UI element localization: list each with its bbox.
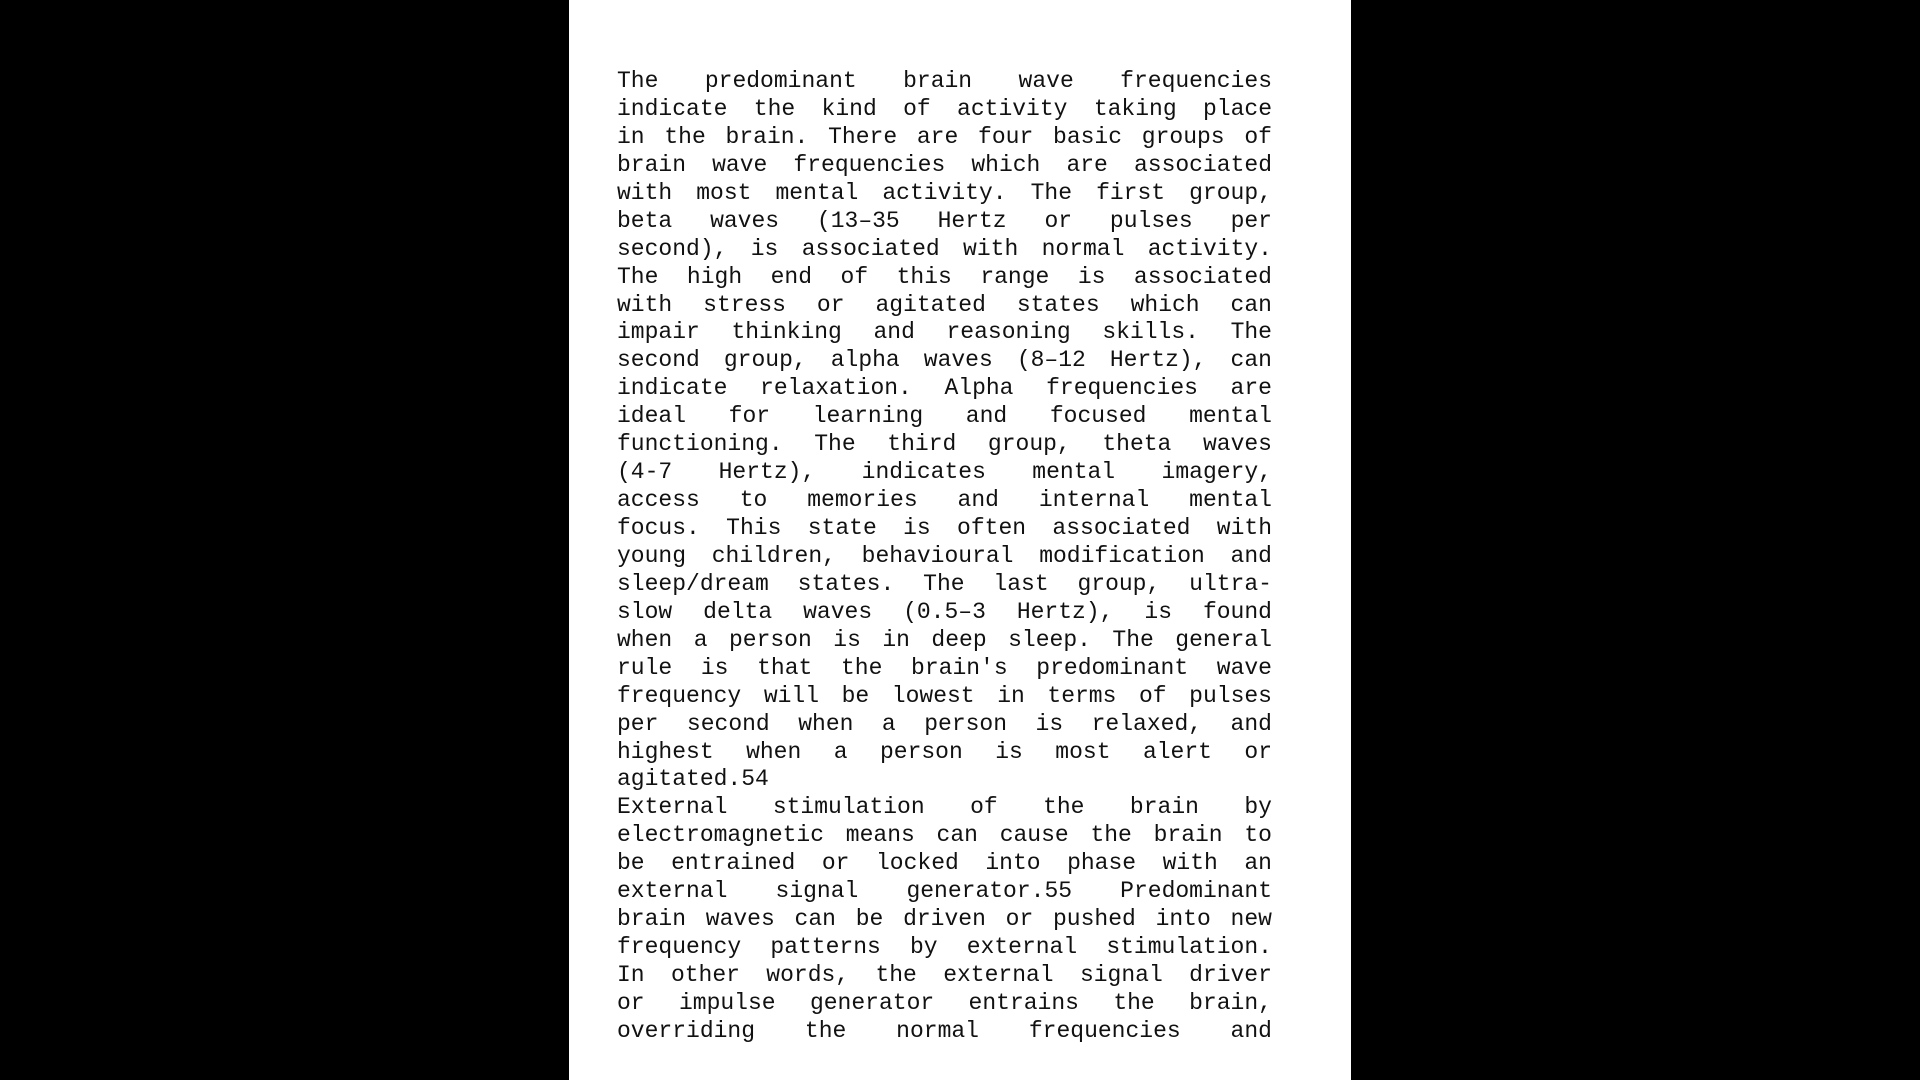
text-line — [617, 459, 1272, 487]
text-line — [617, 152, 1272, 180]
word: of — [840, 263, 869, 290]
word: electromagnetic — [617, 822, 825, 849]
word: sleep. — [1008, 626, 1091, 653]
word: imagery, — [1161, 459, 1272, 486]
word: second — [686, 710, 770, 737]
word: of — [1138, 682, 1167, 709]
word: person — [924, 710, 1008, 737]
word: wave — [1216, 654, 1272, 681]
text-line — [617, 878, 1272, 906]
word: first — [1096, 179, 1166, 206]
word: impulse — [678, 989, 776, 1016]
word: patterns — [770, 934, 881, 961]
word: with — [617, 291, 673, 318]
text-line — [617, 739, 1272, 767]
word: behavioural — [861, 542, 1014, 569]
text-line — [617, 599, 1272, 627]
word: range — [980, 263, 1050, 290]
word: relaxed, — [1091, 710, 1203, 737]
word: in — [882, 626, 910, 653]
word: Hertz), — [1016, 598, 1114, 625]
word: frequency — [617, 934, 742, 961]
word: to — [739, 487, 768, 514]
word: in — [997, 682, 1025, 709]
word: often — [957, 515, 1027, 541]
word: be — [841, 682, 870, 709]
word: associated — [1133, 263, 1272, 290]
word: brain — [617, 151, 687, 178]
word: most — [1055, 738, 1111, 765]
word: (13–35 — [816, 207, 900, 234]
word: Hertz), — [718, 459, 816, 486]
word: frequencies — [1120, 68, 1272, 94]
word: which — [1130, 291, 1200, 318]
word: kind — [821, 95, 877, 122]
word: theta — [1102, 431, 1172, 458]
word: pushed — [1053, 906, 1136, 933]
word: can — [1230, 291, 1272, 318]
word: groups — [1141, 123, 1225, 150]
word: In — [617, 962, 645, 988]
word: The — [814, 431, 856, 458]
word: brain — [1153, 822, 1223, 849]
word: external — [943, 962, 1054, 988]
word: for — [728, 403, 771, 430]
word: when — [798, 710, 854, 737]
word: third — [887, 431, 957, 458]
word: frequency — [617, 682, 742, 709]
word: predominant — [704, 68, 857, 94]
text-line — [617, 208, 1272, 236]
word: wave — [1018, 68, 1074, 94]
word: group, — [1189, 179, 1272, 206]
word: agitated — [875, 291, 986, 318]
word: into — [1155, 906, 1211, 933]
word: per — [617, 710, 659, 737]
text-line — [617, 711, 1272, 739]
word: with — [1216, 515, 1272, 541]
word: brain — [617, 906, 687, 933]
word: external — [617, 878, 728, 905]
word: stimulation — [772, 794, 925, 821]
word: with — [617, 179, 673, 206]
word: state — [807, 515, 877, 541]
word: in — [617, 123, 645, 150]
word: second), — [617, 235, 728, 262]
word: an — [1244, 850, 1272, 877]
word: brain — [903, 68, 973, 94]
word: highest — [617, 738, 714, 765]
word: The — [617, 68, 659, 94]
word: modification — [1039, 542, 1205, 569]
word: External — [617, 794, 728, 821]
text-line — [617, 180, 1272, 208]
word: This — [726, 515, 782, 541]
word: that — [757, 654, 813, 681]
word: or — [1044, 207, 1073, 234]
word: is — [1144, 598, 1172, 625]
word: when — [746, 738, 802, 765]
word: will — [763, 682, 820, 709]
text-line — [617, 68, 1272, 96]
word: activity — [957, 95, 1068, 122]
word: reasoning — [946, 319, 1071, 346]
word: words, — [766, 962, 850, 988]
word: Predominant — [1120, 878, 1272, 905]
word: can — [936, 822, 978, 849]
word: the — [840, 654, 883, 681]
document-page — [569, 0, 1351, 1080]
word: is — [1035, 710, 1064, 737]
word: are — [916, 123, 959, 150]
word: brain's — [911, 654, 1008, 681]
word: access — [617, 487, 700, 514]
word: pulses — [1189, 682, 1272, 709]
word: deep — [931, 626, 987, 653]
text-line — [617, 264, 1272, 292]
word: phase — [1067, 850, 1137, 877]
word: associated — [1052, 515, 1191, 541]
word: indicate — [617, 95, 728, 122]
word: signal — [1079, 962, 1163, 988]
word: driver — [1189, 962, 1272, 988]
text-line — [617, 403, 1272, 431]
text-line — [617, 794, 1272, 822]
word: ideal — [617, 403, 687, 430]
word: normal — [1041, 235, 1125, 262]
word: and — [873, 319, 915, 346]
text-line — [617, 906, 1272, 934]
text-line — [617, 822, 1272, 850]
word: frequencies — [793, 151, 946, 178]
text-line — [617, 850, 1272, 878]
word: lowest — [891, 682, 975, 709]
text-line — [617, 96, 1272, 124]
word: or — [821, 850, 850, 877]
word: Alpha — [944, 375, 1014, 402]
word: most — [696, 179, 752, 206]
word: learning — [812, 403, 924, 430]
word: group, — [987, 431, 1071, 458]
word: the — [875, 962, 917, 988]
word: brain, — [1189, 989, 1272, 1016]
word: is — [750, 235, 779, 262]
word: activity. — [882, 179, 1007, 206]
word: indicate — [617, 375, 728, 402]
word: the — [1090, 822, 1132, 849]
word: a — [881, 710, 896, 737]
text-line — [617, 375, 1272, 403]
word: means — [845, 822, 915, 849]
word: or — [816, 291, 845, 318]
word: with — [963, 235, 1019, 262]
word: is — [833, 626, 861, 653]
word: found — [1202, 598, 1272, 625]
word: mental — [1032, 459, 1116, 486]
word: brain — [1129, 794, 1199, 821]
word: with — [1162, 850, 1218, 877]
word: and — [957, 487, 999, 514]
word: other — [670, 962, 740, 988]
text-line — [617, 347, 1272, 375]
word: per — [1230, 207, 1272, 234]
word: Hertz), — [1109, 347, 1207, 374]
word: or — [1005, 906, 1034, 933]
word: locked — [876, 850, 959, 877]
word: young — [617, 542, 687, 569]
word: delta — [703, 598, 773, 625]
word: (0.5–3 — [903, 598, 986, 625]
word: and — [1230, 542, 1272, 569]
word: waves — [705, 906, 775, 933]
word: The — [617, 263, 659, 290]
word: activity. — [1147, 235, 1272, 262]
word: is — [700, 654, 729, 681]
word: skills. — [1102, 319, 1199, 346]
word: thinking — [731, 319, 842, 346]
word: waves — [803, 598, 873, 625]
word: alert — [1142, 738, 1212, 765]
word: are — [1230, 375, 1272, 402]
word: of — [903, 95, 931, 122]
word: impair — [617, 319, 700, 346]
word: the — [1043, 794, 1085, 821]
text-line — [617, 1018, 1272, 1046]
text-line — [617, 236, 1272, 264]
word: mental — [1189, 487, 1272, 514]
text-line — [617, 683, 1272, 711]
word: signal — [775, 878, 859, 905]
word: driven — [903, 906, 986, 933]
word: stimulation. — [1106, 934, 1272, 961]
word: focus. — [617, 515, 700, 541]
word: the — [753, 95, 796, 122]
text-line — [617, 124, 1272, 152]
word: internal — [1038, 487, 1150, 514]
body-text — [617, 68, 1272, 1046]
word: the — [664, 123, 706, 150]
word: sleep/dream — [617, 570, 769, 597]
word: generator — [809, 989, 935, 1016]
word: wave — [712, 151, 768, 178]
word: by — [1244, 794, 1272, 821]
text-line — [617, 655, 1272, 683]
word: frequencies — [1046, 375, 1198, 402]
word: group, — [723, 347, 807, 374]
word: external — [966, 934, 1078, 961]
word: and — [1230, 1017, 1272, 1044]
word: terms — [1047, 682, 1117, 709]
word: focused — [1049, 403, 1147, 430]
word: predominant — [1036, 654, 1189, 681]
word: person — [728, 626, 812, 653]
word: mental — [1189, 403, 1272, 430]
word: memories — [807, 487, 918, 514]
word: the — [1113, 989, 1155, 1016]
word: waves — [923, 347, 993, 374]
word: and — [1230, 710, 1272, 737]
word: The — [1112, 626, 1154, 653]
text-line — [617, 571, 1272, 599]
word: the — [804, 1017, 847, 1044]
word: to — [1244, 822, 1272, 849]
word: of — [1244, 123, 1272, 150]
word: into — [985, 850, 1041, 877]
word: which — [971, 151, 1041, 178]
word: children, — [711, 542, 836, 569]
word: place — [1202, 95, 1272, 122]
word: Hertz — [937, 207, 1007, 234]
word: normal — [896, 1017, 979, 1044]
text-line — [617, 515, 1272, 543]
word: rule — [617, 654, 673, 681]
word: high — [686, 263, 743, 290]
word: The — [1030, 179, 1073, 206]
word: a — [693, 626, 708, 653]
word: associated — [1133, 151, 1272, 178]
word: basic — [1053, 123, 1123, 150]
word: new — [1230, 906, 1272, 933]
word: overriding — [617, 1017, 756, 1044]
word: relaxation. — [760, 375, 912, 402]
word: end — [770, 263, 813, 290]
word: waves — [1202, 431, 1272, 458]
word: second — [617, 347, 700, 374]
word: functioning. — [617, 431, 783, 458]
word: ultra- — [1189, 570, 1272, 597]
word: The — [1230, 319, 1272, 346]
word: of — [970, 794, 998, 821]
word: brain. — [725, 123, 809, 150]
word: (4-7 — [617, 459, 673, 486]
word: There — [828, 123, 898, 150]
word: be — [855, 906, 884, 933]
word: last — [993, 570, 1049, 597]
word: is — [903, 515, 931, 541]
text-line — [617, 487, 1272, 515]
word: is — [1077, 263, 1106, 290]
word: by — [909, 934, 938, 961]
word: general — [1175, 626, 1272, 653]
word: associated — [801, 235, 940, 262]
word: waves — [710, 207, 780, 234]
text-line — [617, 292, 1272, 320]
word: pulses — [1109, 207, 1193, 234]
word: stress — [703, 291, 786, 318]
word: can — [794, 906, 836, 933]
word: The — [923, 570, 965, 597]
text-line — [617, 627, 1272, 655]
word: or — [617, 989, 645, 1016]
word: beta — [617, 207, 673, 234]
word: slow — [617, 598, 673, 625]
text-line — [617, 962, 1272, 990]
word: states — [1016, 291, 1100, 318]
word: when — [617, 626, 673, 653]
word: and — [965, 403, 1008, 430]
word: cause — [999, 822, 1069, 849]
word: can — [1230, 347, 1272, 374]
text-line — [617, 990, 1272, 1018]
word: four — [978, 123, 1034, 150]
word: alpha — [830, 347, 900, 374]
word: indicates — [861, 459, 986, 486]
text-line — [617, 934, 1272, 962]
word: frequencies — [1028, 1017, 1181, 1044]
word: this — [896, 263, 952, 290]
word: is — [995, 738, 1023, 765]
word: a — [833, 738, 848, 765]
word: taking — [1093, 95, 1177, 122]
word: mental — [775, 179, 859, 206]
text-line — [617, 431, 1272, 459]
word: states. — [797, 570, 895, 597]
text-line — [617, 319, 1272, 347]
word: group, — [1077, 570, 1161, 597]
word: generator.55 — [906, 878, 1073, 905]
text-line: agitated.54 — [617, 766, 769, 793]
word: entrained — [671, 850, 796, 877]
word: person — [879, 738, 963, 765]
word: or — [1244, 738, 1272, 765]
text-line — [617, 543, 1272, 571]
word: entrains — [968, 989, 1079, 1016]
word: (8–12 — [1016, 347, 1086, 374]
word: are — [1066, 151, 1108, 178]
word: be — [617, 850, 645, 877]
